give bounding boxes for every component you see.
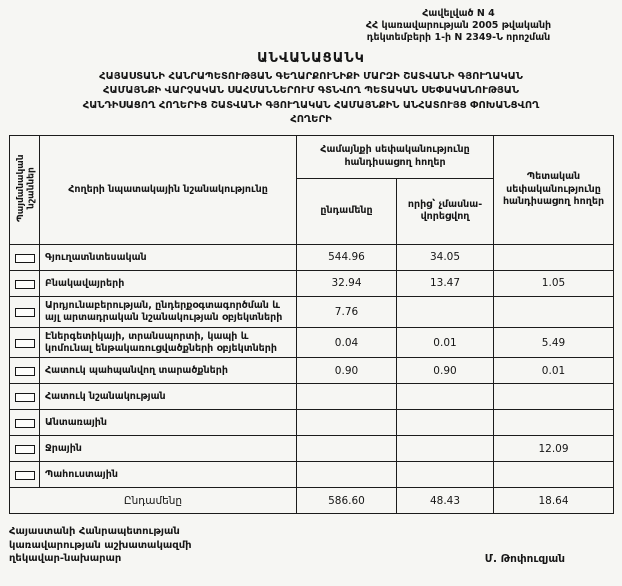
- row-state: [494, 244, 614, 270]
- table-row: [10, 410, 614, 436]
- symbol-cell: [10, 410, 40, 436]
- table-row: [10, 296, 614, 327]
- row-label: Գյուղատնտեսական: [40, 244, 297, 270]
- header-state: Պետական սեփականությունը հանդիսացող հողեր: [494, 135, 614, 244]
- total-state: 18.64: [494, 488, 614, 514]
- row-label: Արդյունաբերության, ընդերքօգտագործման և այլ արտադրական նշանակության օբյեկտների: [40, 296, 297, 327]
- row-community-total: 0.90: [297, 358, 397, 384]
- row-state: 5.49: [494, 327, 614, 358]
- row-non-privatized: [397, 384, 494, 410]
- row-non-privatized: [397, 296, 494, 327]
- row-community-total: [297, 384, 397, 410]
- legend-swatch: [15, 254, 35, 263]
- signatory-title-line: Հայաստանի Հանրապետության: [9, 526, 180, 538]
- row-community-total: 0.04: [297, 327, 397, 358]
- symbol-cell: [10, 244, 40, 270]
- row-community-total: 544.96: [297, 244, 397, 270]
- row-state: [494, 462, 614, 488]
- row-non-privatized: 0.90: [397, 358, 494, 384]
- row-community-total: [297, 436, 397, 462]
- legend-swatch: [15, 419, 35, 428]
- row-non-privatized: 0.01: [397, 327, 494, 358]
- row-label: Հատուկ պահպանվող տարածքների: [40, 358, 297, 384]
- symbol-cell: [10, 436, 40, 462]
- header-community-group: Համայնքի սեփականությունը հանդիսացող հողեր: [297, 135, 494, 178]
- header-col-total: ընդամենը: [297, 178, 397, 244]
- table-footer: [10, 488, 614, 514]
- table-row: [10, 462, 614, 488]
- row-non-privatized: 13.47: [397, 270, 494, 296]
- document-footer: [9, 525, 613, 566]
- subtitle-line: ՀԱՆԴԻՍԱՑՈՂ ՀՈՂԵՐԻՑ ՇԱՏՎԱՆԻ ԳՅՈՒՂԱԿԱՆ ՀԱՄԱՅՆՔԻՆ ԱՆՀԱՏՈՒՅՑ ՓՈԽԱՆՑՎՈՂ: [82, 99, 540, 111]
- document-subtitle: [9, 70, 613, 128]
- signatory-title-line: ղեկավար-նախարար: [9, 553, 122, 565]
- row-label: Ջրային: [40, 436, 297, 462]
- header-symbols: [10, 135, 40, 244]
- row-label: Հատուկ նշանակության: [40, 384, 297, 410]
- signatory-title-block: [9, 525, 192, 566]
- row-non-privatized: [397, 436, 494, 462]
- symbol-cell: [10, 358, 40, 384]
- legend-swatch: [15, 393, 35, 402]
- annex-line: Հավելված N 4: [422, 8, 495, 19]
- subtitle-line: ՀՈՂԵՐԻ: [290, 114, 332, 126]
- legend-swatch: [15, 280, 35, 289]
- header-purpose: Հողերի նպատակային նշանակությունը: [40, 135, 297, 244]
- table-row: [10, 436, 614, 462]
- row-community-total: 32.94: [297, 270, 397, 296]
- table-row: [10, 384, 614, 410]
- legend-swatch: [15, 445, 35, 454]
- table-body: [10, 244, 614, 488]
- row-community-total: 7.76: [297, 296, 397, 327]
- row-state: [494, 410, 614, 436]
- row-state: 12.09: [494, 436, 614, 462]
- signatory-name: Մ. Թոփուզյան: [484, 552, 565, 565]
- annex-block: [306, 8, 611, 44]
- legend-swatch: [15, 471, 35, 480]
- row-non-privatized: 34.05: [397, 244, 494, 270]
- total-non-privatized: 48.43: [397, 488, 494, 514]
- row-non-privatized: [397, 462, 494, 488]
- row-state: 0.01: [494, 358, 614, 384]
- land-transfer-table: [9, 135, 614, 515]
- page-title: ԱՆՎԱՆԱՑԱՆԿ: [257, 50, 365, 66]
- symbol-cell: [10, 327, 40, 358]
- total-community-total: 586.60: [297, 488, 397, 514]
- legend-swatch: [15, 308, 35, 317]
- row-community-total: [297, 410, 397, 436]
- table-row: [10, 358, 614, 384]
- annex-line: դեկտեմբերի 1-ի N 2349-Ն որոշման: [366, 31, 551, 43]
- header-row-top: [10, 135, 614, 178]
- legend-swatch: [15, 339, 35, 348]
- annex-line: ՀՀ կառավարության 2005 թվականի: [365, 19, 552, 31]
- row-state: [494, 296, 614, 327]
- row-state: 1.05: [494, 270, 614, 296]
- subtitle-line: ՀԱՄԱՅՆՔԻ ՎԱՐՉԱԿԱՆ ՍԱՀՄԱՆՆԵՐՈՒՄ ԳՏՆՎՈՂ ՊԵՏԱԿԱՆ ՍԵՓԱԿԱՆՈՒԹՅԱՆ: [102, 85, 520, 97]
- table-row: [10, 244, 614, 270]
- row-state: [494, 384, 614, 410]
- row-label: Բնակավայրերի: [40, 270, 297, 296]
- table-row: [10, 270, 614, 296]
- row-community-total: [297, 462, 397, 488]
- symbol-cell: [10, 384, 40, 410]
- signatory-title-line: կառավարության աշխատակազմի: [9, 539, 192, 551]
- subtitle-line: ՀԱՅԱՍՏԱՆԻ ՀԱՆՐԱՊԵՏՈՒԹՅԱՆ ԳԵՂԱՐՔՈՒՆԻՔԻ ՄԱՐԶԻ ՇԱՏՎԱՆԻ ԳՅՈՒՂԱԿԱՆ: [99, 70, 523, 82]
- row-non-privatized: [397, 410, 494, 436]
- table-header: [10, 135, 614, 244]
- row-label: Էներգետիկայի, տրանսպորտի, կապի և կոմունալ ենթակառուցվածքների օբյեկտների: [40, 327, 297, 358]
- symbol-cell: [10, 462, 40, 488]
- row-label: Անտառային: [40, 410, 297, 436]
- symbol-cell: [10, 270, 40, 296]
- symbol-cell: [10, 296, 40, 327]
- table-row: [10, 327, 614, 358]
- row-label: Պահուստային: [40, 462, 297, 488]
- header-col-non-privatized: որից՝ չմասնա-վորեցվող: [397, 178, 494, 244]
- header-symbols-label: Պայմանական նշաններ: [16, 153, 37, 222]
- total-label: Ընդամենը: [10, 488, 297, 514]
- legend-swatch: [15, 367, 35, 376]
- total-row: [10, 488, 614, 514]
